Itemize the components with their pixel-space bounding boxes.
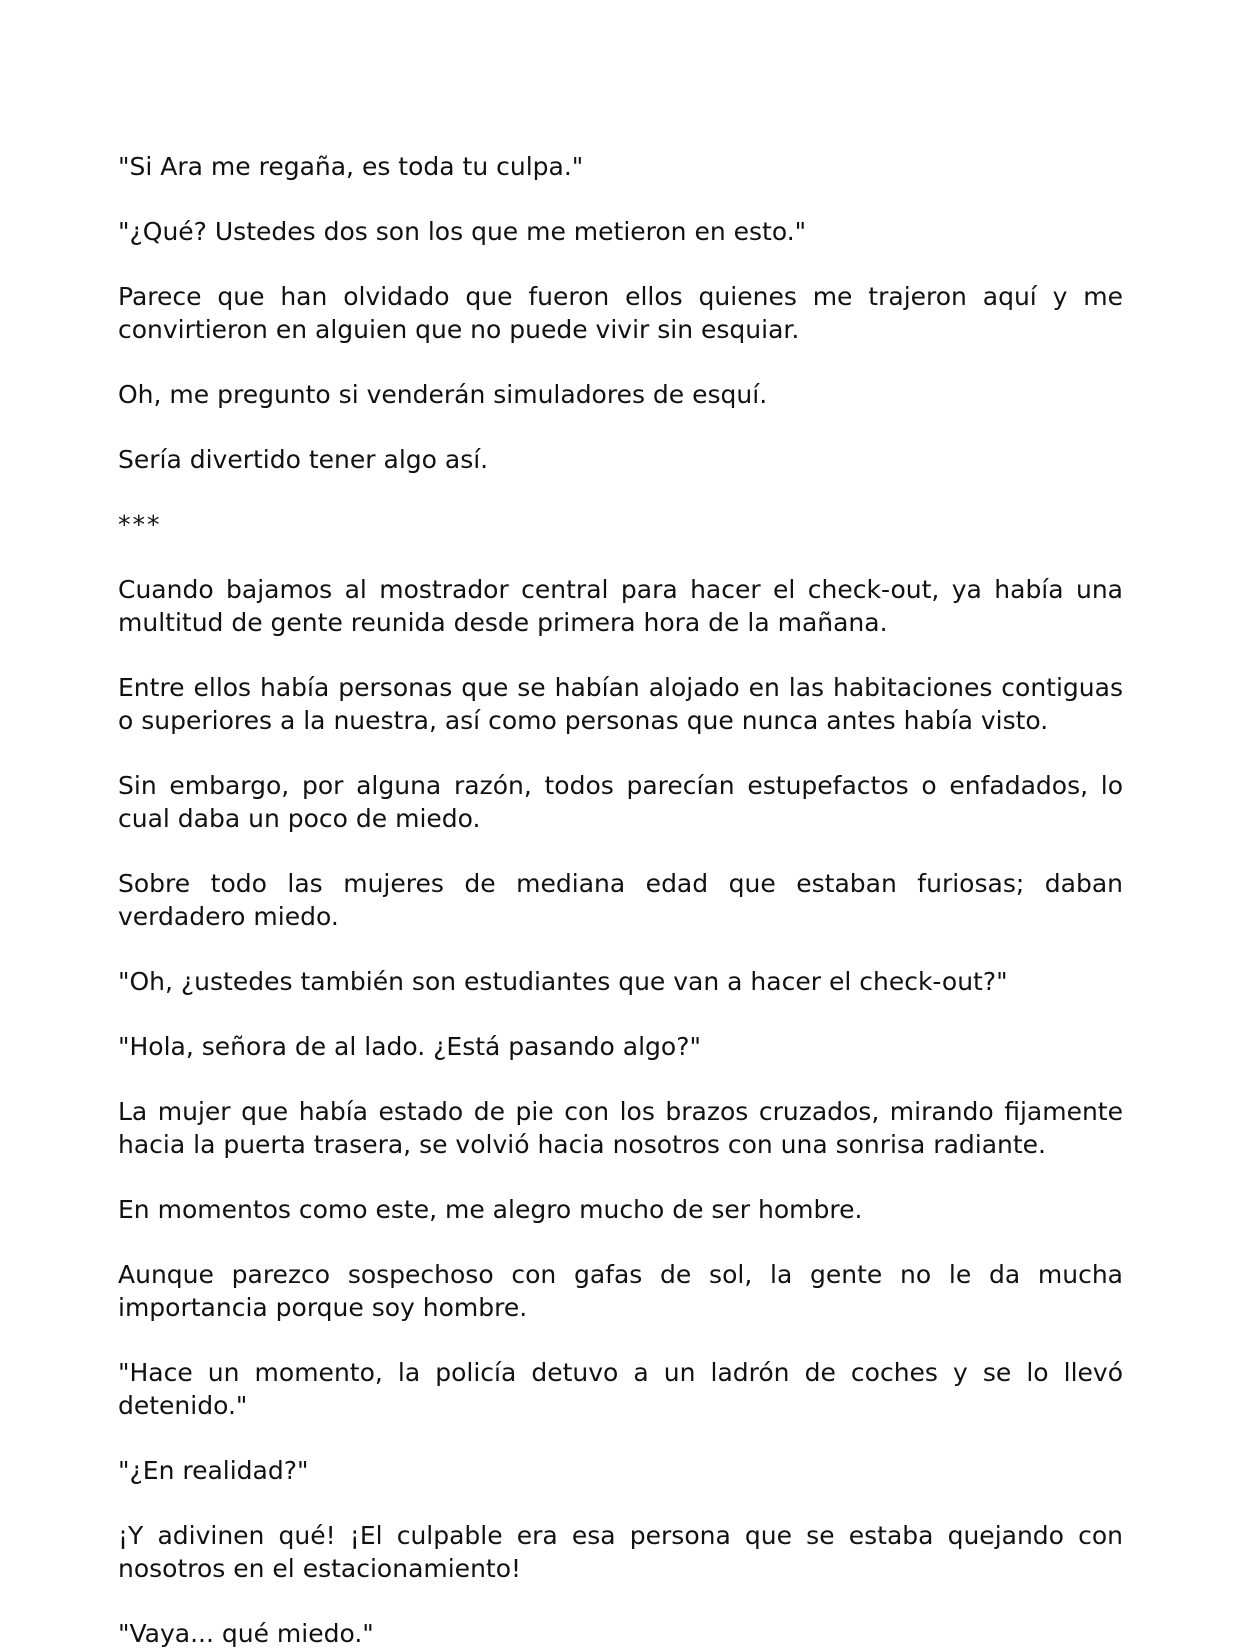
paragraph-19: "Vaya... qué miedo." — [118, 1619, 374, 1648]
document-page — [118, 150, 1123, 1650]
paragraph-8: Entre ellos había personas que se habían alojado en las habitaciones contiguas o superiores a la nuestra, así como personas que nunca antes había visto. — [118, 673, 1123, 735]
scene-separator: *** — [118, 510, 162, 539]
paragraph-17: "¿En realidad?" — [118, 1456, 309, 1485]
paragraph-18: ¡Y adivinen qué! ¡El culpable era esa persona que se estaba quejando con nosotros en el estacionamiento! — [118, 1521, 1123, 1583]
paragraph-7: Cuando bajamos al mostrador central para hacer el check-out, ya había una multitud de gente reunida desde primera hora de la mañana. — [118, 575, 1123, 637]
paragraph-2: "¿Qué? Ustedes dos son los que me metieron en esto." — [118, 217, 807, 246]
paragraph-5: Sería divertido tener algo así. — [118, 445, 489, 474]
paragraph-16: "Hace un momento, la policía detuvo a un ladrón de coches y se lo llevó detenido." — [118, 1358, 1123, 1420]
paragraph-1: "Si Ara me regaña, es toda tu culpa." — [118, 152, 584, 181]
paragraph-14: En momentos como este, me alegro mucho de ser hombre. — [118, 1195, 863, 1224]
paragraph-12: "Hola, señora de al lado. ¿Está pasando algo?" — [118, 1032, 701, 1061]
paragraph-4: Oh, me pregunto si venderán simuladores de esquí. — [118, 380, 768, 409]
paragraph-11: "Oh, ¿ustedes también son estudiantes que van a hacer el check-out?" — [118, 967, 1008, 996]
paragraph-3: Parece que han olvidado que fueron ellos quienes me trajeron aquí y me convirtieron en alguien que no puede vivir sin esquiar. — [118, 282, 1123, 344]
paragraph-15: Aunque parezco sospechoso con gafas de sol, la gente no le da mucha importancia porque soy hombre. — [118, 1260, 1123, 1322]
paragraph-9: Sin embargo, por alguna razón, todos parecían estupefactos o enfadados, lo cual daba un poco de miedo. — [118, 771, 1123, 833]
paragraph-13: La mujer que había estado de pie con los brazos cruzados, mirando fijamente hacia la puerta trasera, se volvió hacia nosotros con una sonrisa radiante. — [118, 1097, 1123, 1159]
paragraph-10: Sobre todo las mujeres de mediana edad que estaban furiosas; daban verdadero miedo. — [118, 869, 1123, 931]
